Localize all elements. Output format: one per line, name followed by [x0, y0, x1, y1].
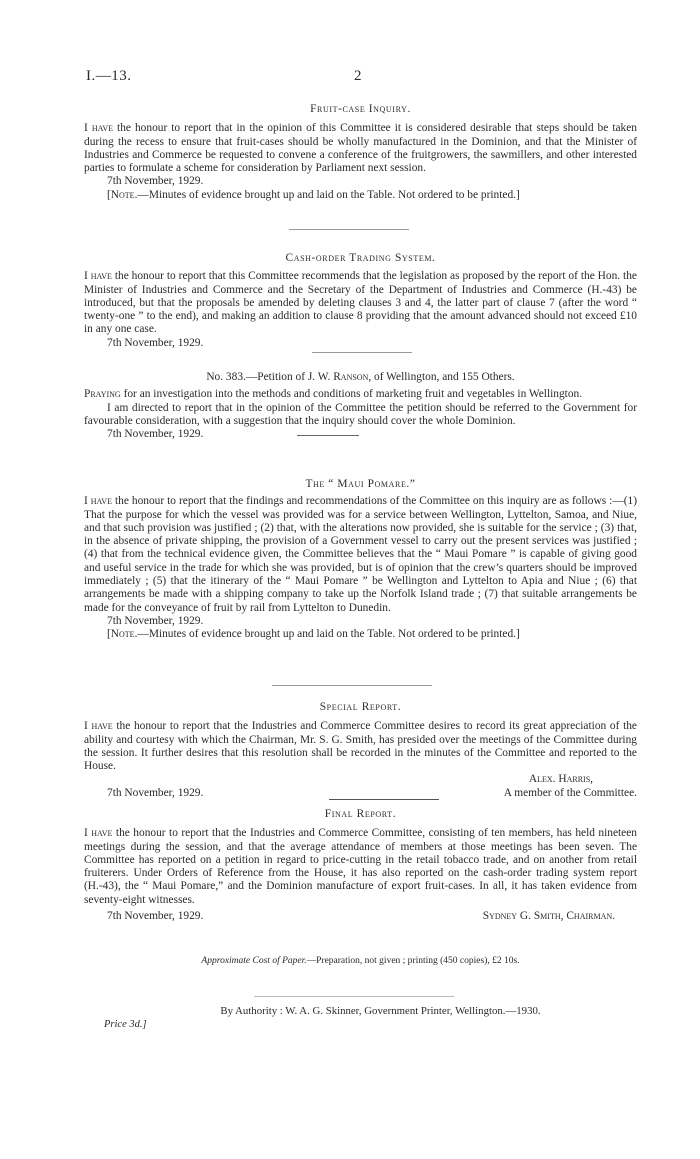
final-report-section	[84, 808, 637, 923]
section-title	[84, 371, 637, 384]
paragraph	[84, 388, 637, 401]
price: Price 3d.]	[104, 1019, 147, 1030]
report-date: 7th November, 1929.	[107, 336, 204, 349]
section-title: Fruit-case Inquiry.	[310, 103, 411, 115]
report-date: 7th November, 1929.	[107, 786, 204, 799]
section-title: Cash-order Trading System.	[285, 252, 436, 264]
cost-text: —Preparation, not given ; printing (450 copies), £2 10s.	[306, 956, 520, 966]
section-title: The “ Maui Pomare.”	[305, 478, 416, 490]
page-number: 2	[354, 68, 362, 84]
paragraph-text: the honour to report that the findings and recommendations of the Committee on this inquiry are as follows :—(1) That the purpose for which the vessel was provided was for a service between Wellington, Lyttelton, Samoa, and Niue, and that such provision was justified ; (2) that, with the alterations now provided, she is suitable for the service ; (3) that, in the absence of private shipping, the provision of a Government vessel to carry out the present services was justified ; (4) that from the technical evidence given, the Committee believes that the “ Maui Pomare ” is capable of giving good and useful service in the trade for which she was provided, but is of opinion that the crew’s quarters should be improved immediately ; (5) that the itinerary of the “ Maui Pomare ” be Wellington and Lyttelton to Apia and Niue ; (6) that arrangements be made with a shipping company to take up the Norfolk Island trade ; (7) that suitable arrangements be made for the conveyance of fruit by rail from Lyttelton to Dunedin.	[84, 495, 637, 614]
note	[84, 628, 637, 641]
opening-words: I have	[84, 270, 112, 283]
report-date: 7th November, 1929.	[107, 614, 204, 627]
paragraph	[84, 827, 637, 907]
divider	[297, 435, 359, 436]
petition-section	[84, 371, 637, 441]
paragraph	[84, 270, 637, 336]
printer-authority: By Authority : W. A. G. Skinner, Government Printer, Wellington.—1930.	[220, 1005, 541, 1017]
report-date: 7th November, 1929.	[107, 175, 204, 188]
section-title: Final Report.	[324, 808, 397, 820]
note-label: [Note.	[107, 628, 138, 641]
petitioner-name: Ranson	[333, 371, 369, 383]
cost-label: Approximate Cost of Paper.	[201, 956, 307, 966]
paragraph-text: the honour to report that the Industries and Commerce Committee, consisting of ten members, has held nineteen meetings during the session, and that the average attendance of members at those meetings has been seven. The Committee has reported on a petition in regard to price-cutting in the retail tobacco trade, and on another from retail fruiterers. Under Orders of Reference from the House, it has also reported on the cash-order trading system report (H.-43), the “ Maui Pomare,” and the Dominion manufacture of export fruit-cases. In all, it has taken evidence from seventy-eight witnesses.	[84, 827, 637, 906]
signer-role: A member of the Committee.	[503, 786, 637, 799]
opening-words: Praying	[84, 388, 121, 401]
divider	[254, 996, 454, 997]
cost-note	[124, 955, 597, 968]
note-text: —Minutes of evidence brought up and laid on the Table. Not ordered to be printed.]	[137, 628, 520, 641]
maui-pomare-section	[84, 478, 637, 642]
report-date: 7th November, 1929.	[107, 428, 204, 441]
fruit-case-section	[84, 103, 637, 202]
opening-words: I have	[84, 827, 113, 840]
divider	[312, 352, 412, 353]
signer-name: Alex. Harris,	[528, 773, 593, 786]
divider	[289, 229, 409, 230]
paragraph-text: for an investigation into the methods and conditions of marketing fruit and vegetables in Wellington.	[120, 388, 583, 401]
paragraph-text: the honour to report that in the opinion of this Committee it is considered desirable that steps should be taken during the recess to ensure that fruit-cases should be wholly manufactured in the Dominion, and that the Minister of Industries and Commerce be requested to convene a conference of the fruitgrowers, the sawmillers, and other interested parties to formulate a scheme for consideration by Parliament next session.	[84, 122, 637, 175]
note-text: —Minutes of evidence brought up and laid on the Table. Not ordered to be printed.]	[137, 188, 520, 201]
special-report-section	[84, 701, 637, 800]
divider	[272, 685, 432, 686]
opening-words: I have	[84, 122, 114, 135]
paragraph-text: the honour to report that this Committee recommends that the legislation as proposed by the report of the Hon. the Minister of Industries and Commerce and the Secretary of the Department of Industries and Commerce (H.-43) be introduced, but that the proposals be amended by deleting clauses 3 and 4, the latter part of clause 7 (after the word “ twenty-one ” to the end), and making an addition to clause 8 providing that the amount advanced should not exceed £10 in any one case.	[84, 270, 637, 336]
paragraph-text: the honour to report that the Industries and Commerce Committee desires to record its great appreciation of the ability and courtesy with which the Chairman, Mr. S. G. Smith, has presided over the meetings of the Committee during the session. It further desires that this resolution shall be recorded in the minutes of the Committee and reported to the House.	[84, 720, 637, 773]
signature-row	[84, 787, 637, 800]
page-header	[86, 70, 386, 90]
title-part: , of Wellington, and 155 Others.	[368, 371, 515, 383]
paragraph: I am directed to report that in the opinion of the Committee the petition should be referred to the Government for favourable consideration, with a suggestion that the inquiry should cover the whole Dominion.	[84, 401, 637, 427]
opening-words: I have	[84, 495, 112, 508]
signature-row	[84, 910, 637, 923]
signer-name: Sydney G. Smith, Chairman.	[482, 910, 615, 923]
document-code: I.—13.	[86, 68, 132, 84]
paragraph	[84, 495, 637, 615]
title-part: No. 383.—Petition of J. W.	[206, 371, 334, 383]
date-row	[84, 428, 637, 441]
opening-words: I have	[84, 720, 113, 733]
paragraph	[84, 720, 637, 773]
report-date: 7th November, 1929.	[107, 910, 204, 923]
signature-line	[329, 799, 439, 800]
note	[84, 189, 637, 202]
section-title: Special Report.	[319, 701, 402, 713]
paragraph	[84, 122, 637, 175]
note-label: [Note.	[107, 188, 138, 201]
cash-order-section	[84, 252, 637, 350]
